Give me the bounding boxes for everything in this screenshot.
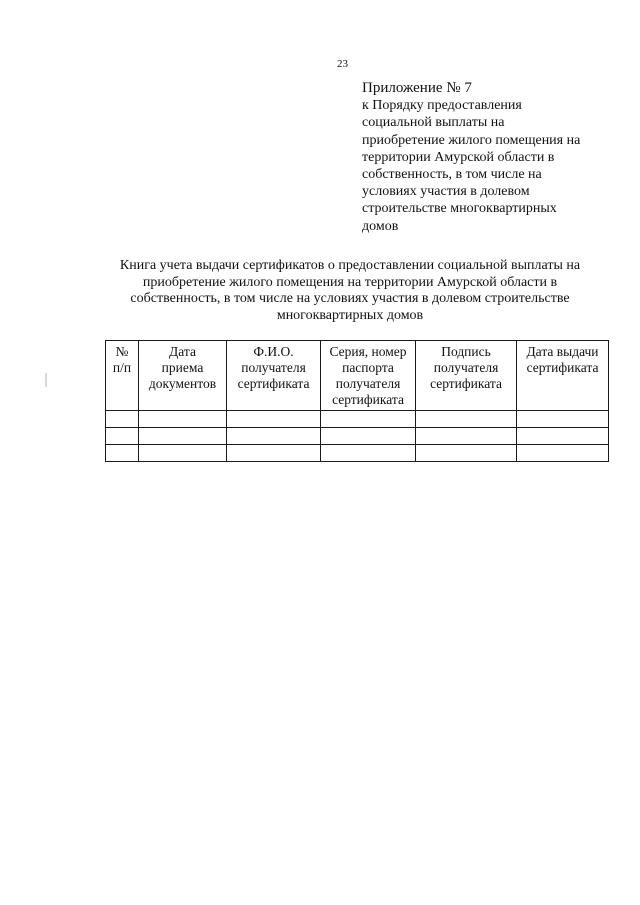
appendix-note xyxy=(362,80,612,235)
table-cell xyxy=(321,411,416,428)
table-cell xyxy=(227,428,321,445)
page-number: 23 xyxy=(337,58,348,70)
scan-margin-mark xyxy=(45,373,47,387)
certificate-ledger-table xyxy=(105,340,609,462)
header-text: п/п xyxy=(112,360,132,375)
table-cell xyxy=(106,428,139,445)
table-cell xyxy=(139,411,227,428)
appendix-line: социальной выплаты на xyxy=(362,115,505,131)
table-cell xyxy=(106,445,139,462)
appendix-line: территории Амурской области в xyxy=(362,149,555,165)
header-text: документов xyxy=(148,376,217,391)
header-number xyxy=(106,341,139,411)
header-text: Ф.И.О. xyxy=(253,344,294,359)
header-text: сертификата xyxy=(430,376,502,391)
appendix-line: условиях участия в долевом xyxy=(362,184,530,200)
table-row xyxy=(106,428,609,445)
header-text: Дата xyxy=(169,344,196,359)
appendix-line: домов xyxy=(362,218,399,234)
header-text: Дата выдачи xyxy=(526,344,599,359)
header-issue-date xyxy=(517,341,609,411)
header-text: Подпись xyxy=(441,344,491,359)
table-row xyxy=(106,445,609,462)
header-text: Серия, номер xyxy=(329,344,407,359)
appendix-line: строительстве многоквартирных xyxy=(362,201,557,217)
title-line: Книга учета выдачи сертификатов о предоставлении социальной выплаты на xyxy=(119,258,581,273)
header-text: получателя xyxy=(433,360,499,375)
appendix-line: собственность, в том числе на xyxy=(362,167,542,183)
table-cell xyxy=(517,411,609,428)
header-text: паспорта xyxy=(342,360,394,375)
table-cell xyxy=(321,428,416,445)
header-text: приема xyxy=(161,360,204,375)
appendix-line: Приложение № 7 xyxy=(362,80,472,96)
header-passport xyxy=(321,341,416,411)
header-text: № xyxy=(115,344,129,359)
header-text: получателя xyxy=(241,360,306,375)
appendix-line: приобретение жилого помещения на xyxy=(362,132,581,148)
table-row xyxy=(106,411,609,428)
table-cell xyxy=(227,411,321,428)
title-line: многоквартирных домов xyxy=(276,307,424,323)
table-cell xyxy=(139,445,227,462)
table-cell xyxy=(416,428,517,445)
header-signature xyxy=(416,341,517,411)
title-line: приобретение жилого помещения на территории Амурской области в xyxy=(142,274,558,290)
appendix-line: к Порядку предоставления xyxy=(362,98,522,114)
header-text: сертификата xyxy=(237,376,310,391)
table-cell xyxy=(517,428,609,445)
header-receipt-date xyxy=(139,341,227,411)
table-header-row xyxy=(106,341,609,411)
book-title xyxy=(80,258,620,324)
table-cell xyxy=(416,445,517,462)
header-text: получателя xyxy=(335,376,401,391)
table-cell xyxy=(517,445,609,462)
table-cell xyxy=(106,411,139,428)
header-recipient-name xyxy=(227,341,321,411)
header-text: сертификата xyxy=(526,360,599,375)
header-text: сертификата xyxy=(332,392,404,407)
table-cell xyxy=(416,411,517,428)
table-cell xyxy=(321,445,416,462)
table-cell xyxy=(227,445,321,462)
title-line: собственность, в том числе на условиях участия в долевом строительстве xyxy=(130,291,570,306)
table-cell xyxy=(139,428,227,445)
